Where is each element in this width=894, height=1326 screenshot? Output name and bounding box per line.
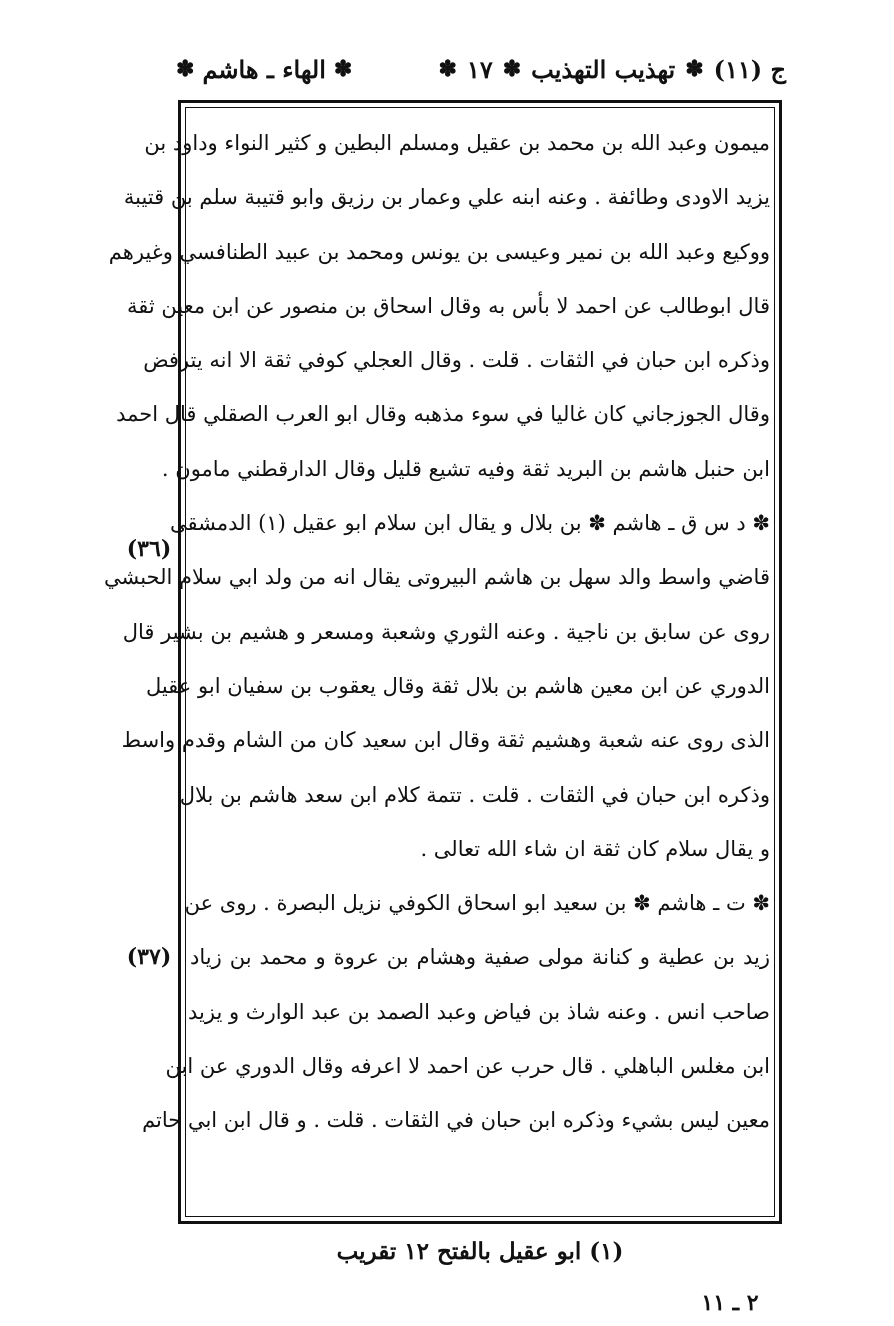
ornament-icon: ✽ (333, 56, 353, 82)
text-line: ميمون وعبد الله بن محمد بن عقيل ومسلم البطين و كثير النواء وداود بن (144, 131, 770, 155)
text-line: الدوري عن ابن معين هاشم بن بلال ثقة وقال يعقوب بن سفيان ابو عقيل (145, 673, 770, 698)
text-line: زيد بن عطية و كنانة مولى صفية وهشام بن عروة و محمد بن زياد (190, 945, 770, 970)
text-line: وذكره ابن حبان في الثقات . قلت . وقال العجلي كوفي ثقة الا انه يترفض (143, 348, 770, 373)
volume-label: ج (١١) (713, 54, 786, 84)
ornament-icon: ✽ (438, 56, 457, 82)
text-line: قال ابوطالب عن احمد لا بأس به وقال اسحاق بن منصور عن ابن معين ثقة (126, 293, 770, 318)
text-line: ووكيع وعبد الله بن نمير وعيسى بن يونس ومحمد بن عبيد الطنافسي وغيرهم (108, 239, 770, 264)
footnote: (١) ابو عقيل بالفتح ١٢ تقريب (336, 1238, 624, 1265)
ornament-icon: ✽ (176, 56, 195, 82)
text-line: الذى روى عنه شعبة وهشيم ثقة وقال ابن سعيد كان من الشام وقدم واسط (121, 728, 770, 753)
header-left (176, 55, 352, 84)
book-title: تهذيب التهذيب (531, 54, 676, 84)
page-number: ١٧ (466, 54, 493, 84)
entry-heading-line: ✽ د س ق ـ هاشم ✽ بن بلال و يقال ابن سلام ابو عقيل (١) الدمشقى (170, 511, 770, 536)
text-line: روى عن سابق بن ناجية . وعنه الثوري وشعبة ومسعر و هشيم بن بشير قال (122, 619, 770, 644)
text-line: ابن مغلس الباهلي . قال حرب عن احمد لا اعرفه وقال الدوري عن ابن (165, 1054, 770, 1079)
text-line: قاضي واسط والد سهل بن هاشم البيروتى يقال انه من ولد ابي سلام الحبشي (103, 565, 770, 590)
text-line: صاحب انس . وعنه شاذ بن فياض وعبد الصمد بن عبد الوارث و يزيد (188, 999, 770, 1024)
text-line: معين ليس بشيء وذكره ابن حبان في الثقات . قلت . و قال ابن ابي حاتم (142, 1108, 770, 1133)
header-right (438, 55, 786, 84)
entry-number-37: (٣٧) (126, 944, 172, 970)
text-line: وقال الجوزجاني كان غاليا في سوء مذهبه وقال ابو العرب الصقلي قال احمد (116, 402, 770, 427)
section-title: الهاء ـ هاشم (202, 54, 326, 84)
page-header (176, 44, 786, 94)
text-line: و يقال سلام كان ثقة ان شاء الله تعالى . (420, 836, 770, 861)
text-line: ابن حنبل هاشم بن البريد ثقة وفيه تشيع قليل وقال الدارقطني مامون . (161, 456, 770, 481)
entry-number-36: (٣٦) (126, 536, 172, 562)
text-line: يزيد الاودى وطائفة . وعنه ابنه علي وعمار بن رزيق وابو قتيبة سلم بن قتيبة (123, 185, 770, 210)
entry-heading-line: ✽ ت ـ هاشم ✽ بن سعيد ابو اسحاق الكوفي نزيل البصرة . روى عن (184, 891, 770, 916)
page-signature: ٢ ـ ١١ (701, 1290, 759, 1316)
text-line: وذكره ابن حبان في الثقات . قلت . تتمة كلام ابن سعد هاشم بن بلال (179, 782, 770, 807)
ornament-icon: ✽ (502, 56, 522, 82)
ornament-icon: ✽ (685, 56, 704, 82)
